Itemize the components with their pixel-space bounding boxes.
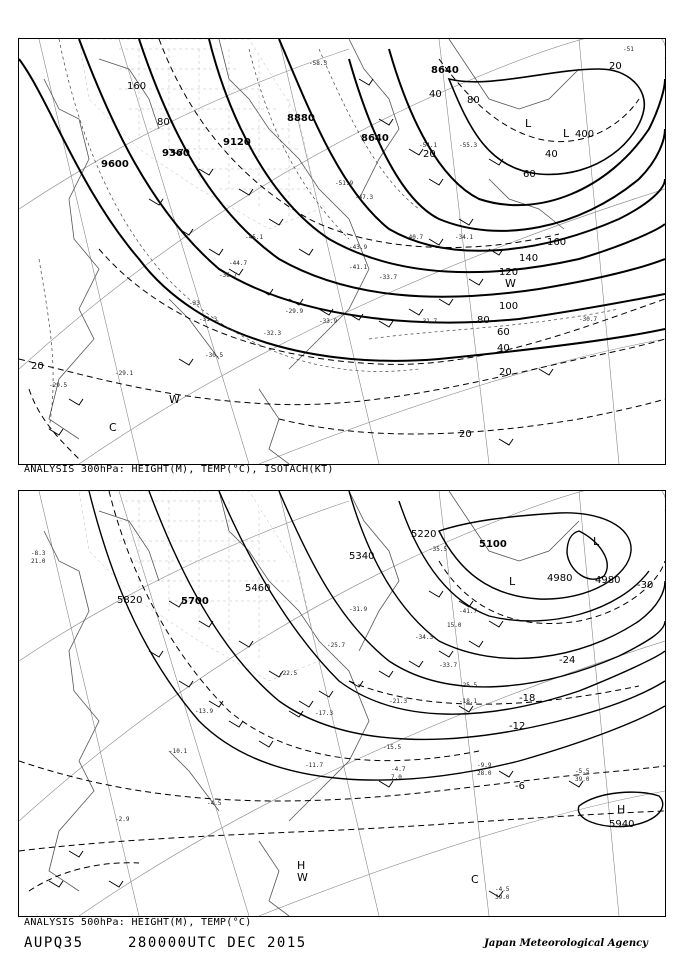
height-label: 9600 <box>101 159 129 170</box>
agency-credit: Japan Meteorological Agency <box>484 938 648 949</box>
station-temp: -8.3 <box>31 550 46 557</box>
station-temp: -22.5 <box>279 670 298 677</box>
graticule-500 <box>19 491 665 916</box>
isotach-label: 20 <box>609 61 622 72</box>
station-temp: -30.5 <box>205 352 224 359</box>
station-temp: 15.0 <box>447 622 462 629</box>
station-temp: -2.9 <box>115 816 130 823</box>
station-temp: -30.7 <box>579 316 598 323</box>
isotach-label: 80 <box>467 95 480 106</box>
station-temp: -21.3 <box>389 698 408 705</box>
station-temp: -31.7 <box>419 318 438 325</box>
graticule-300 <box>19 39 665 464</box>
station-temp: -11.7 <box>305 762 324 769</box>
station-temp: -25.5 <box>459 682 478 689</box>
isotach-label: 80 <box>157 117 170 128</box>
station-temp: -35.5 <box>429 546 448 553</box>
wind-barbs-300 <box>49 79 553 445</box>
station-temp: -51 <box>623 46 634 53</box>
temp-contour-label: -6 <box>515 781 525 792</box>
station-temp: -47.3 <box>355 194 374 201</box>
isotach-label: 20 <box>459 429 472 440</box>
height-label: 4980 <box>547 573 573 584</box>
valid-time: 280000UTC DEC 2015 <box>128 935 307 951</box>
isotach-label: 120 <box>499 267 519 278</box>
panel-caption-500hpa: ANALYSIS 500hPa: HEIGHT(M), TEMP(°C) <box>24 917 252 928</box>
height-label: 9120 <box>223 137 251 148</box>
temp-contour-label: -24 <box>559 655 576 666</box>
isotach-label: 100 <box>499 301 519 312</box>
station-temp: -34.1 <box>455 234 474 241</box>
isotach-label: 160 <box>127 81 147 92</box>
warm-marker: W <box>505 277 516 290</box>
low-marker: L <box>593 535 600 548</box>
isotach-label: 60 <box>523 169 536 180</box>
station-temp: 28.0 <box>477 770 492 777</box>
isotach-hatch-300 <box>79 39 319 229</box>
warm-marker: W <box>169 393 180 406</box>
station-temp: -31.9 <box>349 606 368 613</box>
isotach-label: 140 <box>519 253 539 264</box>
map-panel-300hpa <box>18 38 666 465</box>
height-label: 5820 <box>117 595 143 606</box>
station-temp: -25.7 <box>327 642 346 649</box>
temp-contour-label: -30 <box>637 580 654 591</box>
height-label: 4980 <box>595 575 621 586</box>
isotach-label: 60 <box>497 327 510 338</box>
station-temp: -54.1 <box>419 142 438 149</box>
height-label: 5940 <box>609 819 635 830</box>
height-label: 5700 <box>181 596 209 607</box>
station-temp: -40.7 <box>405 234 424 241</box>
isotach-label: 20 <box>499 367 512 378</box>
station-temp: -4.5 <box>495 886 510 893</box>
cold-marker: C <box>471 873 479 886</box>
station-temp: -29.5 <box>49 382 68 389</box>
station-temp: -33.9 <box>319 318 338 325</box>
temp-contour-label: -18 <box>519 693 536 704</box>
isotach-label: 160 <box>547 237 567 248</box>
hatch-500 <box>79 491 319 681</box>
station-temp: -18.1 <box>459 698 478 705</box>
high-marker: H <box>617 803 626 816</box>
station-temp: -31.3 <box>199 316 218 323</box>
panel-caption-300hpa: ANALYSIS 300hPa: HEIGHT(M), TEMP(°C), ISOTACH(KT) <box>24 464 334 475</box>
station-temp: 39.0 <box>575 776 590 783</box>
station-temp: 21.0 <box>31 558 46 565</box>
station-temp: -29.1 <box>115 370 134 377</box>
warm-marker: W <box>297 871 308 884</box>
station-temp: -4.7 <box>391 766 406 773</box>
station-temp: -43.9 <box>349 244 368 251</box>
station-temp: -15.5 <box>383 744 402 751</box>
height-contours-300 <box>19 39 665 361</box>
isotach-label: 80 <box>477 315 490 326</box>
station-temp: -58.3 <box>309 60 328 67</box>
station-temp: -33 <box>189 300 200 307</box>
isotach-label: 40 <box>429 89 442 100</box>
map-canvas-300hpa <box>19 39 665 464</box>
isotach-label: 20 <box>31 361 44 372</box>
station-temp: 39.0 <box>495 894 510 901</box>
low-marker: L <box>509 575 516 588</box>
low-marker: L <box>563 127 570 140</box>
station-temp: -55.3 <box>459 142 478 149</box>
height-label: 8880 <box>287 113 315 124</box>
station-temp: -33.7 <box>379 274 398 281</box>
station-temp: -17.3 <box>315 710 334 717</box>
station-temp: -5.5 <box>575 768 590 775</box>
station-temp: -32.3 <box>263 330 282 337</box>
isotach-label: 400 <box>575 129 595 140</box>
height-label: 5100 <box>479 539 507 550</box>
height-label: 8640 <box>431 65 459 76</box>
temp-contour-label: -12 <box>509 721 526 732</box>
station-temp: -29.9 <box>285 308 304 315</box>
height-label: 5460 <box>245 583 271 594</box>
low-marker: L <box>525 117 532 130</box>
station-temp: -13.9 <box>195 708 214 715</box>
station-temp: -41.7 <box>459 608 478 615</box>
isotach-label: 40 <box>497 343 510 354</box>
station-temp: -45.1 <box>245 234 264 241</box>
station-temp: -44.7 <box>229 260 248 267</box>
isotach-contours-300 <box>19 39 665 459</box>
station-temp: -10.1 <box>169 748 188 755</box>
temperature-contours-500 <box>19 491 665 891</box>
height-label: 5340 <box>349 551 375 562</box>
station-temp: 7.0 <box>391 774 402 781</box>
station-temp: -4.5 <box>207 800 222 807</box>
station-temp: -41.1 <box>349 264 368 271</box>
cold-marker: C <box>109 421 117 434</box>
height-label: 9360 <box>162 148 190 159</box>
station-temp: -9.9 <box>477 762 492 769</box>
station-temp: -36.7 <box>219 272 238 279</box>
station-temp: -33.7 <box>439 662 458 669</box>
station-temp: -34.3 <box>415 634 434 641</box>
station-temp: -51.9 <box>335 180 354 187</box>
map-panel-500hpa <box>18 490 666 917</box>
height-label: 8640 <box>361 133 389 144</box>
isotach-label: 20 <box>423 149 436 160</box>
chart-code: AUPQ35 <box>24 935 84 951</box>
isotach-label: 40 <box>545 149 558 160</box>
map-canvas-500hpa <box>19 491 665 916</box>
high-marker: H <box>297 859 306 872</box>
height-label: 5220 <box>411 529 437 540</box>
